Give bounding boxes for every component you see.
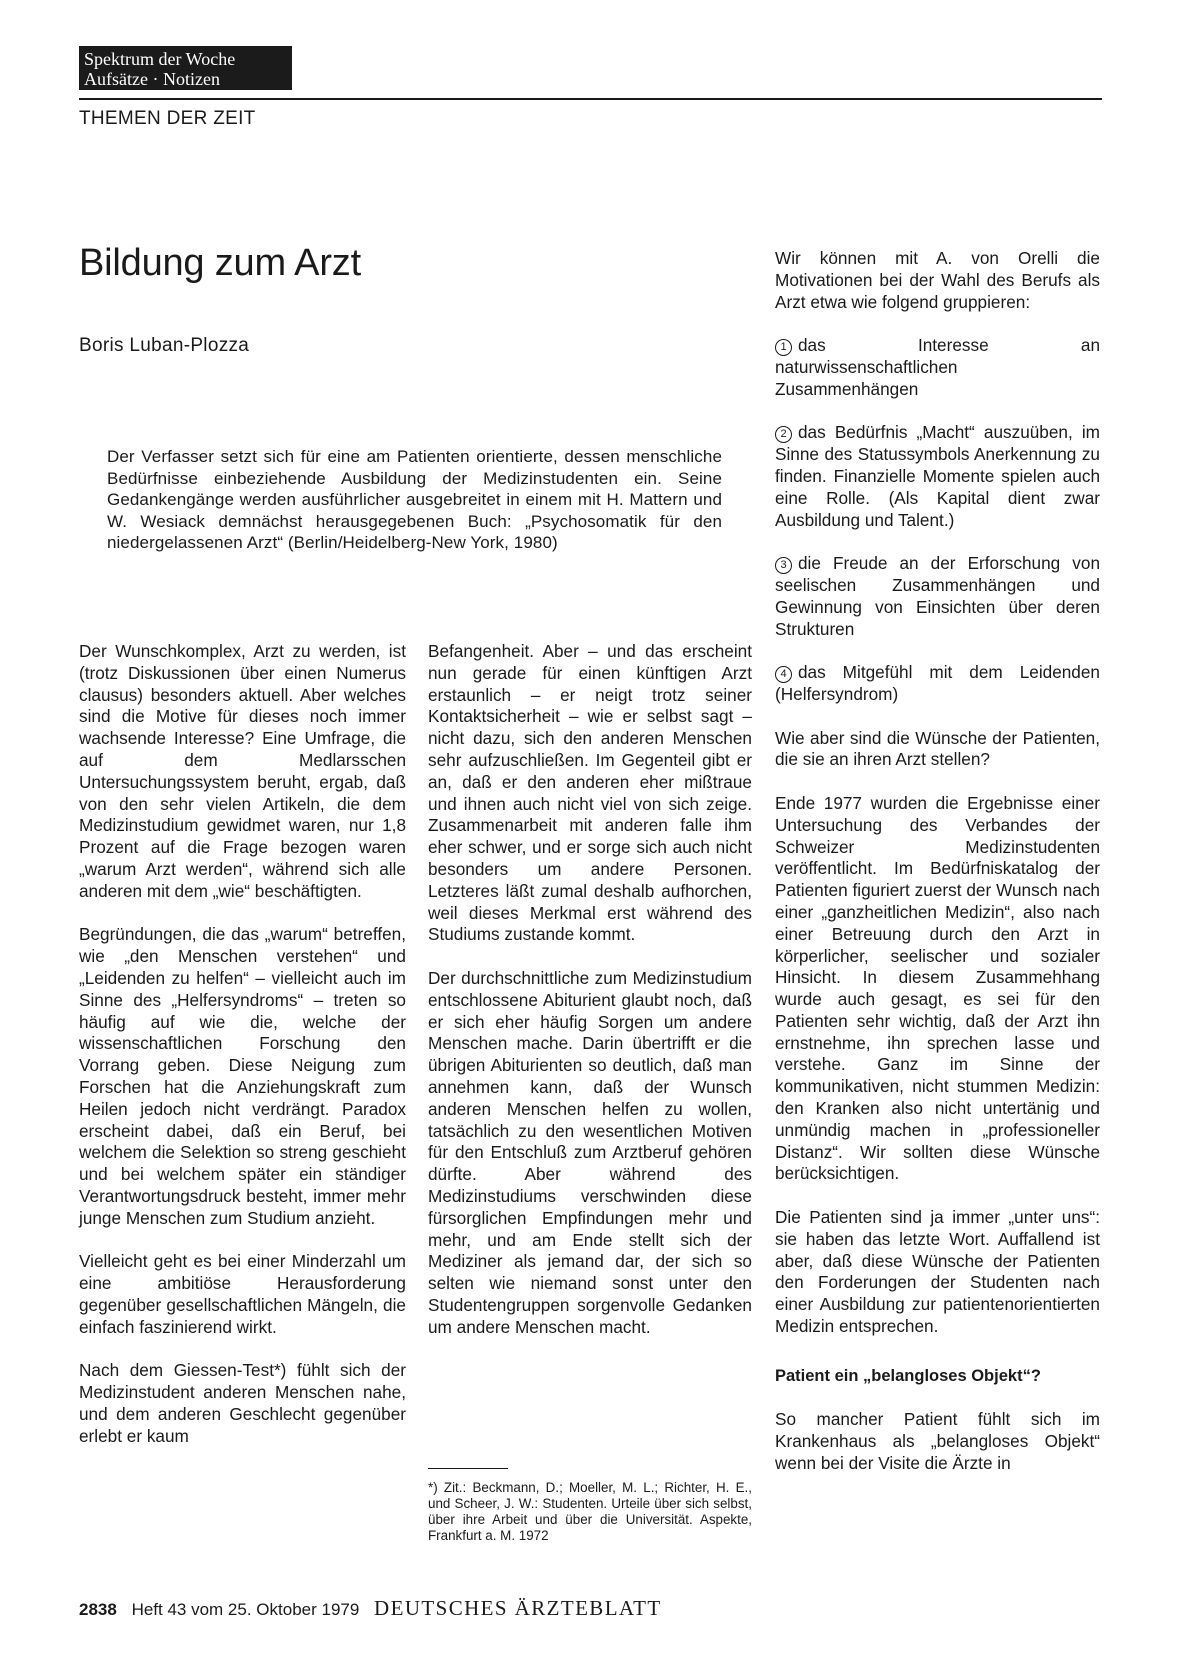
page-footer [79, 1596, 779, 1621]
list-item [775, 553, 1100, 640]
paragraph: Der durchschnittliche zum Medizinstudium entschlossene Abiturient glaubt noch, daß er sich eher häufig Sorgen um andere Menschen mache. Darin übertrifft er die übrigen Abiturienten so deutlich, daß man annehmen kann, daß der Wunsch anderen Menschen helfen zu wollen, tatsächlich zu den wesentlichen Motiven für den Entschluß zum Arztberuf gehören dürfte. Aber während des Medizinstudiums verschwinden diese fürsorglichen Empfindungen mehr und mehr, und am Ende stellt sich der Mediziner als jemand dar, der sich so selten wie niemand sonst unter den Studentengruppen sorgenvolle Gedanken um andere Menschen macht. [428, 967, 752, 1337]
paragraph: Der Wunschkomplex, Arzt zu werden, ist (trotz Diskussionen über einen Numerus clausus) besonders aktuell. Aber welches sind die Motive für dieses noch immer wachsende Interesse? Eine Umfrage, die auf dem Medlarsschen Untersuchungssystem beruht, ergab, daß von den sehr vielen Artikeln, die dem Medizinstudium gewidmet waren, nur 1,8 Prozent auf die Frage bezogen waren „warum Arzt werden“, während sich alle anderen mit dem „wie“ beschäftigten. [79, 641, 406, 901]
circled-number: 2 [775, 426, 792, 443]
list-item [775, 335, 1100, 400]
subheading: Patient ein „belangloses Objekt“? [775, 1366, 1041, 1385]
circled-number: 3 [775, 557, 792, 574]
section-label: THEMEN DER ZEIT [79, 108, 256, 129]
body-column-3 [775, 248, 1100, 1496]
paragraph: So mancher Patient fühlt sich im Krankenhaus als „belangloses Objekt“ wenn bei der Visite die Ärzte in [775, 1409, 1100, 1473]
paragraph: Wie aber sind die Wünsche der Patienten, die sie an ihren Arzt stellen? [775, 727, 1100, 770]
circled-number: 4 [775, 666, 792, 683]
article-title: Bildung zum Arzt [79, 242, 361, 284]
page-number: 2838 [79, 1600, 117, 1619]
header-rule [79, 98, 1102, 100]
paragraph: Vielleicht geht es bei einer Minderzahl um eine ambitiöse Herausforderung gegenüber gesellschaftlichen Mängeln, die einfach faszinierend wirkt. [79, 1251, 406, 1337]
list-item [775, 422, 1100, 531]
circled-number: 1 [775, 339, 792, 356]
header-box-line1: Spektrum der Woche [84, 49, 236, 69]
header-box-line2: Aufsätze · Notizen [84, 69, 220, 89]
footnote: *) Zit.: Beckmann, D.; Moeller, M. L.; Richter, H. E., und Scheer, J. W.: Studenten. Urteile über sich selbst, über ihre Arbeit und über die Universität. Aspekte, Frankfurt a. M. 1972 [428, 1480, 752, 1543]
issue-info: Heft 43 vom 25. Oktober 1979 [131, 1600, 360, 1619]
body-column-2 [428, 641, 752, 1360]
list-item-text: das Mitgefühl mit dem Leidenden (Helfersyndrom) [775, 662, 1100, 704]
article-author: Boris Luban-Plozza [79, 335, 250, 356]
paragraph: Begründungen, die das „warum“ betreffen, wie „den Menschen verstehen“ und „Leidenden zu helfen“ – vielleicht auch im Sinne des „Helfersyndroms“ – treten so häufig auf wie die, welche der wissenschaftlichen Forschung den Vorrang geben. Diese Neigung zum Forschen hat die Anziehungskraft zum Heilen jedoch nicht verdrängt. Paradox erscheint dabei, daß ein Beruf, bei welchem die Selektion so streng geschieht und bei welchem später ein ständiger Verantwortungsdruck besteht, immer mehr junge Menschen zum Studium anzieht. [79, 924, 406, 1228]
body-column-1 [79, 641, 406, 1469]
paragraph: Die Patienten sind ja immer „unter uns“: sie haben das letzte Wort. Auffallend ist aber, daß diese Wünsche der Patienten den Forderungen der Studenten nach einer Ausbildung zur patientenorientierten Medizin entsprechen. [775, 1207, 1100, 1337]
footnote-rule [428, 1468, 508, 1469]
paragraph: Nach dem Giessen-Test*) fühlt sich der Medizinstudent anderen Menschen nahe, und dem anderen Geschlecht gegenüber erlebt er kaum [79, 1360, 406, 1446]
list-item-text: das Bedürfnis „Macht“ auszuüben, im Sinne des Statussymbols Anerkennung zu finden. Finanzielle Momente spielen auch eine Rolle. (Als Kapital dient zwar Ausbildung und Talent.) [775, 422, 1100, 530]
paragraph: Ende 1977 wurden die Ergebnisse einer Untersuchung des Verbandes der Schweizer Medizinstudenten veröffentlicht. Im Bedürfniskatalog der Patienten figuriert zuerst der Wunsch nach einer „ganzheitlichen Medizin“, also nach einer Betreuung durch den Arzt in körperlicher, seelischer und sozialer Hinsicht. In diesem Zusammehhang wurde auch gesagt, es sei für den Patienten sehr wichtig, daß der Arzt ihn ernstnehme, ihn sprechen lasse und verstehe. Ganz im Sinne der kommunikativen, nicht stummen Medizin: den Kranken also nicht untertänig und unmündig machen in „professioneller Distanz“. Wir sollten diese Wünsche berücksichtigen. [775, 792, 1100, 1184]
journal-name: DEUTSCHES ÄRZTEBLATT [374, 1596, 662, 1620]
article-abstract: Der Verfasser setzt sich für eine am Patienten orientierte, dessen menschliche Bedürfnisse einbeziehende Ausbildung der Medizinstudenten ein. Seine Gedankengänge werden ausführlicher ausgebreitet in einem mit H. Mattern und W. Wesiack demnächst herausgegebenen Buch: „Psychosomatik für den niedergelassenen Arzt“ (Berlin/Heidelberg-New York, 1980) [107, 447, 722, 553]
paragraph: Befangenheit. Aber – und das erscheint nun gerade für einen künftigen Arzt erstaunlich – er neigt trotz seiner Kontaktsicherheit – wie er selbst sagt – nicht dazu, sich den anderen Menschen sehr aufzuschließen. Im Gegenteil gibt er an, daß er den anderen eher mißtraue und ihnen auch nicht viel von sich zeige. Zusammenarbeit mit anderen falle ihm eher schwer, und er sorge sich auch nicht besonders um andere Personen. Letzteres läßt zumal deshalb aufhorchen, weil dieses Merkmal erst während des Studiums zustande kommt. [428, 641, 752, 945]
list-item-text: die Freude an der Erforschung von seelischen Zusammenhängen und Gewinnung von Einsichten über deren Strukturen [775, 553, 1100, 639]
list-item-text: das Interesse an naturwissenschaftlichen Zusammenhängen [775, 335, 1100, 399]
list-item [775, 662, 1100, 706]
section-header-box [79, 46, 292, 90]
paragraph: Wir können mit A. von Orelli die Motivationen bei der Wahl des Berufs als Arzt etwa wie folgend gruppieren: [775, 248, 1100, 312]
